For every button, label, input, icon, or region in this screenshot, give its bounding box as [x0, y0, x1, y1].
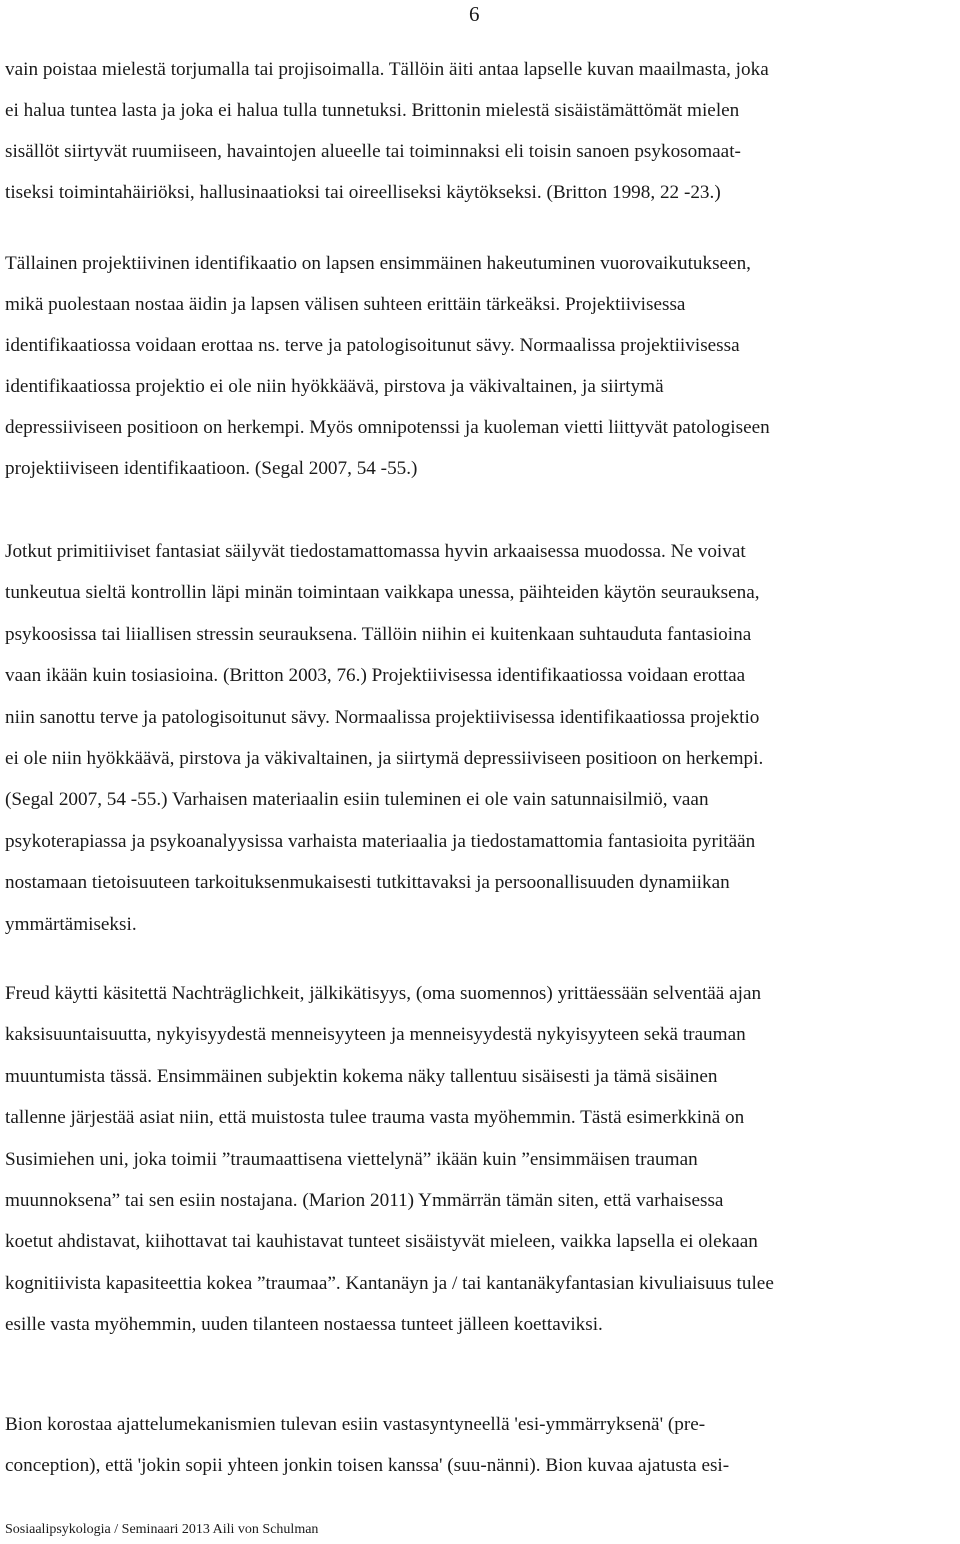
text-line: projektiiviseen identifikaatioon. (Segal 2007, 54 -55.)	[5, 458, 418, 479]
text-line: mikä puolestaan nostaa äidin ja lapsen välisen suhteen erittäin tärkeäksi. Projektiivisessa	[5, 294, 686, 315]
text-line: Tällainen projektiivinen identifikaatio on lapsen ensimmäinen hakeutuminen vuorovaikutukseen,	[5, 253, 751, 274]
text-line: esille vasta myöhemmin, uuden tilanteen nostaessa tunteet jälleen koettaviksi.	[5, 1314, 603, 1336]
text-line: ymmärtämiseksi.	[5, 913, 137, 935]
paragraph-5	[5, 1404, 957, 1486]
text-line: kaksisuuntaisuutta, nykyisyydestä menneisyyteen ja menneisyydestä nykyisyyteen sekä trauman	[5, 1024, 746, 1046]
text-line: identifikaatiossa projektio ei ole niin hyökkäävä, pirstova ja väkivaltainen, ja siirtymä	[5, 376, 664, 397]
paragraph-2	[5, 243, 957, 489]
text-line: ei halua tuntea lasta ja joka ei halua tulla tunnetuksi. Brittonin mielestä sisäistämättömät mielen	[5, 100, 740, 121]
paragraph-3	[5, 531, 957, 945]
text-line: Bion korostaa ajattelumekanismien tulevan esiin vastasyntyneellä 'esi-ymmärryksenä' (pre-	[5, 1414, 706, 1435]
text-line: kognitiivista kapasiteettia kokea ”traumaa”. Kantanäyn ja / tai kantanäkyfantasian kivuliaisuus tulee	[5, 1272, 774, 1294]
text-line: tallenne järjestää asiat niin, että muistosta tulee trauma vasta myöhemmin. Tästä esimerkkinä on	[5, 1107, 745, 1129]
page-number: 6	[469, 2, 480, 26]
text-line: nostamaan tietoisuuteen tarkoituksenmukaisesti tutkittavaksi ja persoonallisuuden dynamiikan	[5, 872, 730, 894]
text-line: tiseksi toimintahäiriöksi, hallusinaatioksi tai oireelliseksi käytökseksi. (Britton 1998, 22 -23.)	[5, 182, 721, 203]
text-line: vaan ikään kuin tosiasioina. (Britton 2003, 76.) Projektiivisessa identifikaatiossa voidaan erottaa	[5, 665, 746, 687]
text-line: psykoterapiassa ja psykoanalyysissa varhaista materiaalia ja tiedostamattomia fantasioita pyritään	[5, 830, 756, 852]
text-line: (Segal 2007, 54 -55.) Varhaisen materiaalin esiin tuleminen ei ole vain satunnaisilmiö, vaan	[5, 789, 709, 811]
text-line: sisällöt siirtyvät ruumiiseen, havaintojen alueelle tai toiminnaksi eli toisin sanoen psykosomaat-	[5, 141, 741, 162]
text-line: muuntumista tässä. Ensimmäinen subjektin kokema näky tallentuu sisäisesti ja tämä sisäinen	[5, 1065, 718, 1087]
text-line: niin sanottu terve ja patologisoitunut sävy. Normaalissa projektiivisessa identifikaatiossa projektio	[5, 706, 760, 728]
text-line: Freud käytti käsitettä Nachträglichkeit, jälkikätisyys, (oma suomennos) yrittäessään selventää ajan	[5, 983, 762, 1004]
text-line: koetut ahdistavat, kiihottavat tai kauhistavat tunteet sisäistyvät mieleen, vaikka lapsella ei olekaan	[5, 1231, 758, 1253]
text-line: ei ole niin hyökkäävä, pirstova ja väkivaltainen, ja siirtymä depressiiviseen positioon on herkempi.	[5, 748, 764, 770]
page-footer: Sosiaalipsykologia / Seminaari 2013 Aili von Schulman	[5, 1522, 319, 1537]
text-line: vain poistaa mielestä torjumalla tai projisoimalla. Tällöin äiti antaa lapselle kuvan maailmasta, joka	[5, 59, 769, 80]
text-line: Susimiehen uni, joka toimii ”traumaattisena viettelynä” ikään kuin ”ensimmäisen trauman	[5, 1148, 698, 1170]
text-line: muunnoksena” tai sen esiin nostajana. (Marion 2011) Ymmärrän tämän siten, että varhaisessa	[5, 1190, 724, 1212]
paragraph-1	[5, 49, 957, 213]
paragraph-4	[5, 973, 957, 1346]
text-line: Jotkut primitiiviset fantasiat säilyvät tiedostamattomassa hyvin arkaaisessa muodossa. Ne voivat	[5, 541, 746, 562]
text-line: depressiiviseen positioon on herkempi. Myös omnipotenssi ja kuoleman vietti liittyvät patologiseen	[5, 417, 770, 438]
text-line: psykoosissa tai liiallisen stressin seurauksena. Tällöin niihin ei kuitenkaan suhtauduta fantasioina	[5, 623, 752, 645]
text-line: identifikaatiossa voidaan erottaa ns. terve ja patologisoitunut sävy. Normaalissa projektiivisessa	[5, 335, 740, 356]
text-line: conception), että 'jokin sopii yhteen jonkin toisen kanssa' (suu-nänni). Bion kuvaa ajatusta esi-	[5, 1455, 730, 1476]
text-line: tunkeutua sieltä kontrollin läpi minän toimintaan vaikkapa unessa, päihteiden käytön seurauksena,	[5, 582, 760, 604]
